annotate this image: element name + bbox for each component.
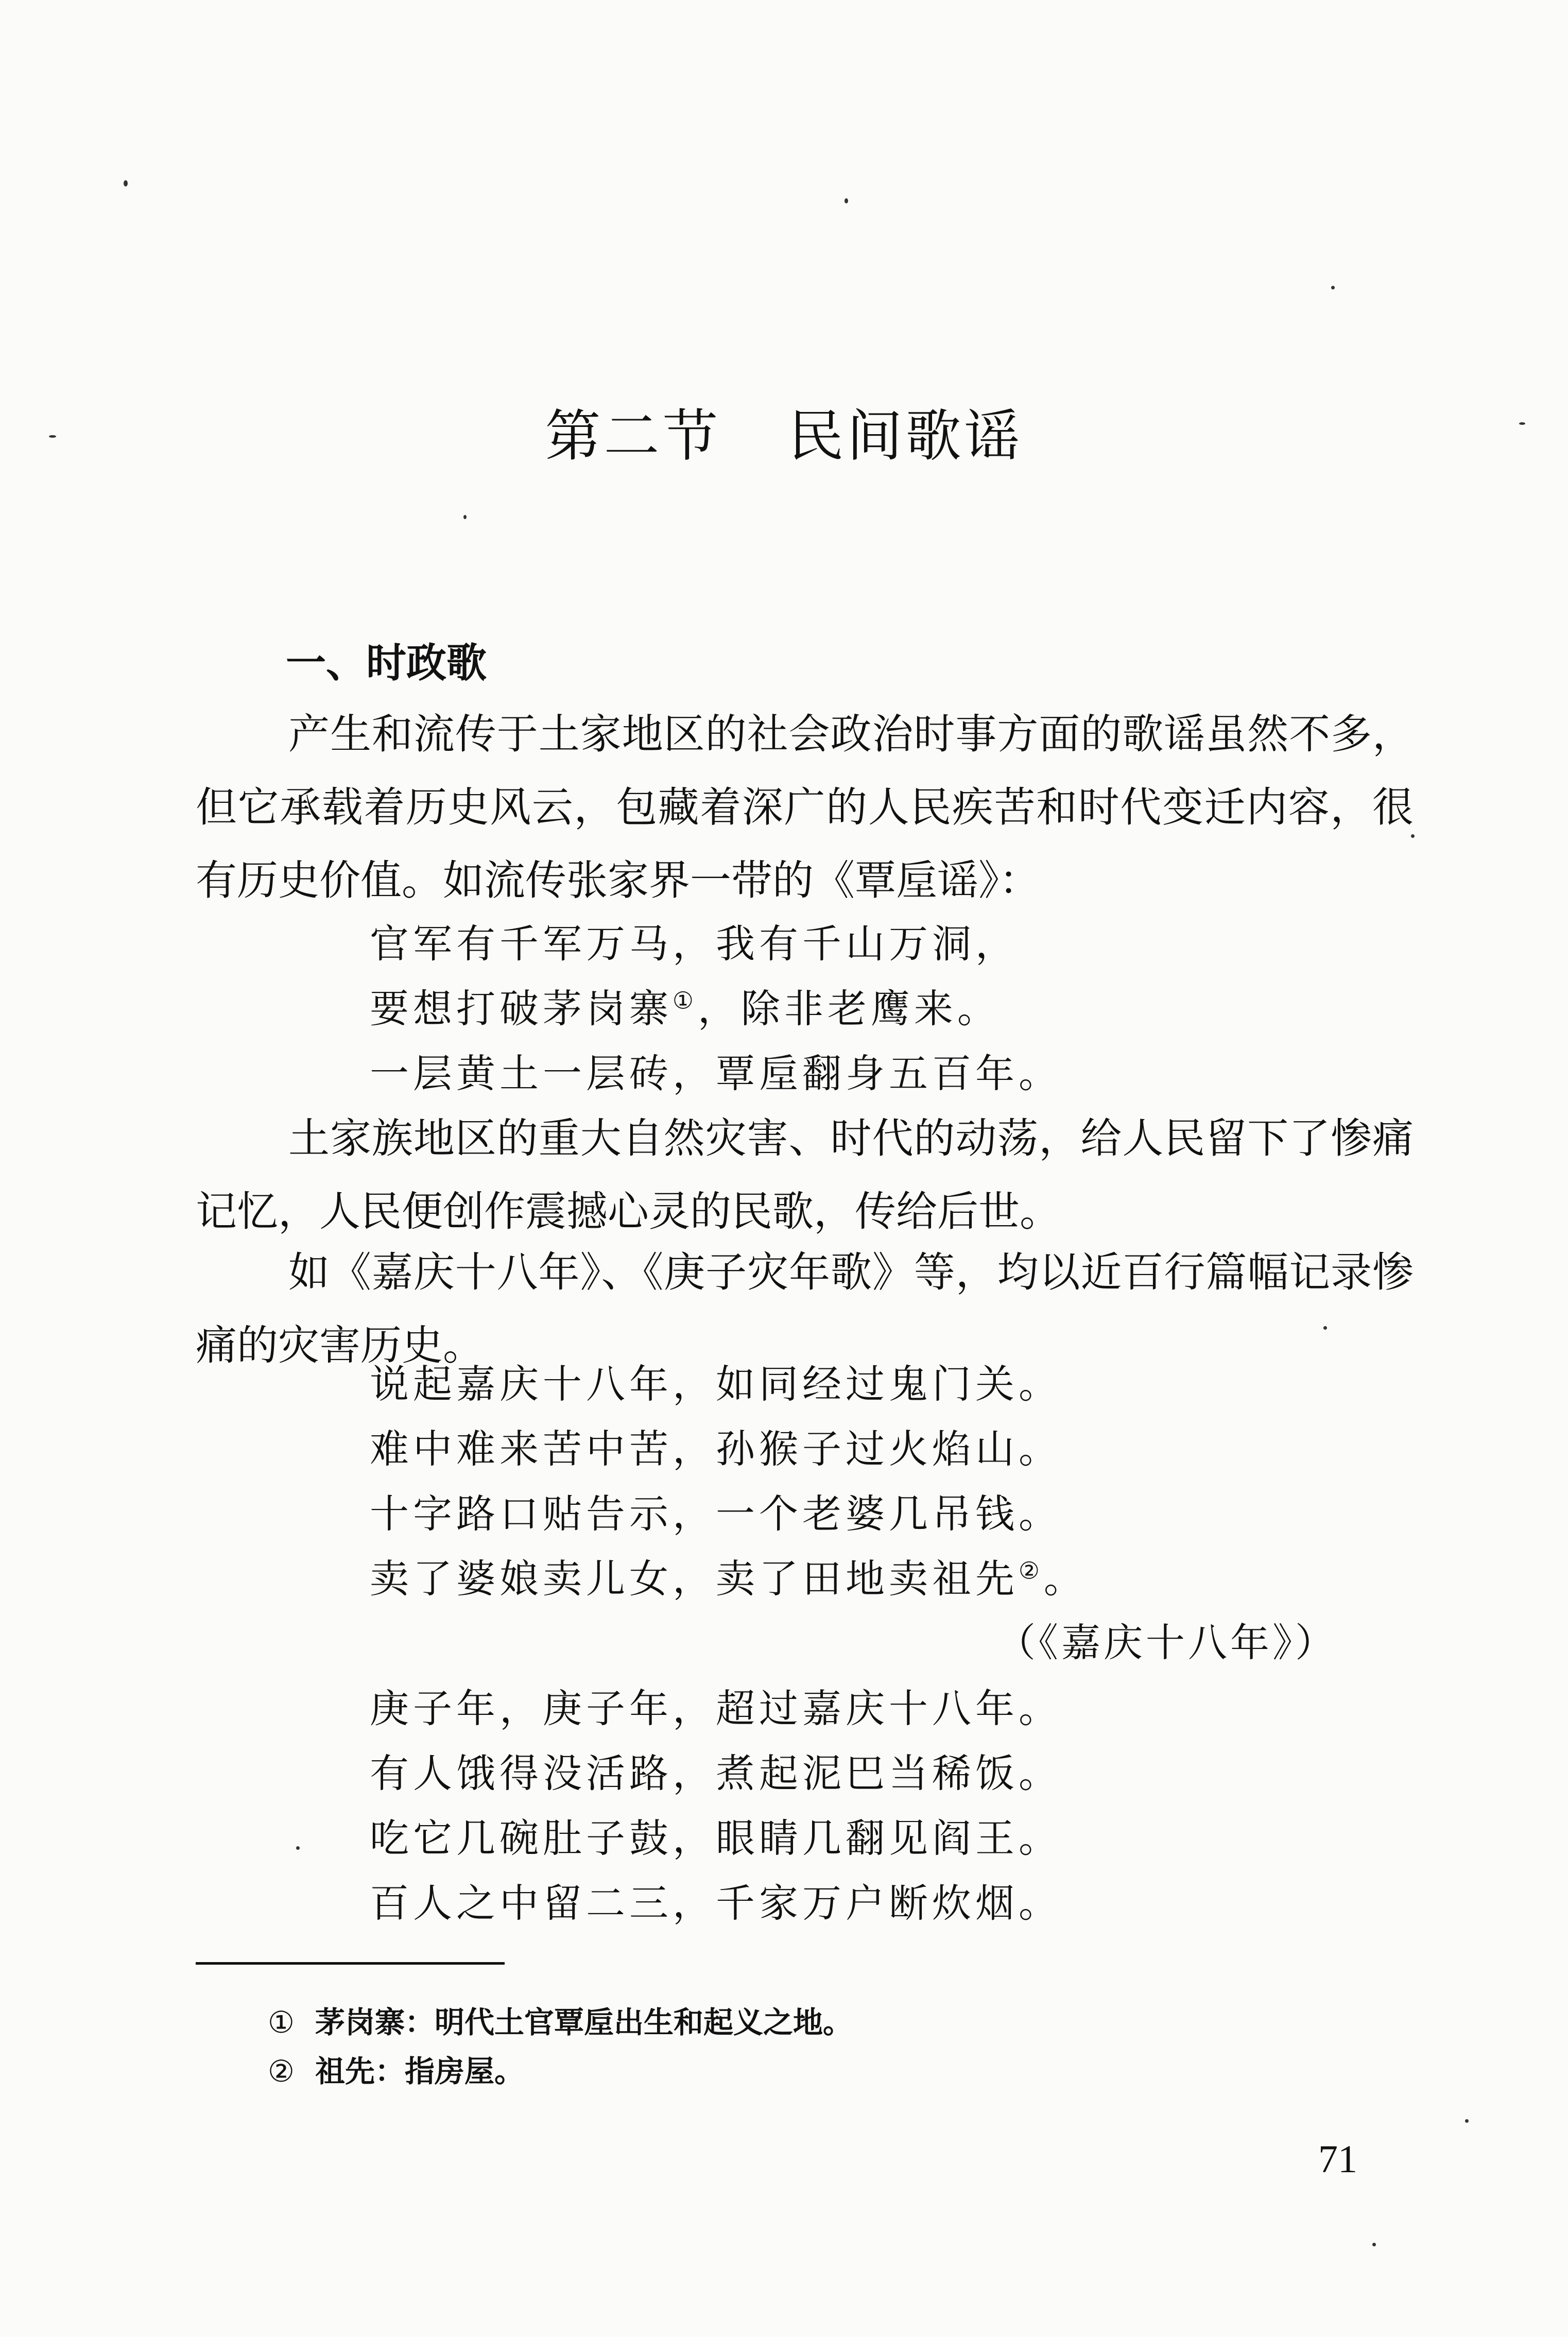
- scan-speck: [1331, 286, 1335, 289]
- scan-speck: [463, 515, 467, 519]
- poem-jiaqing-line-3: 十字路口贴告示，一个老婆几吊钱。: [370, 1491, 1062, 1537]
- scan-speck: [1323, 1326, 1327, 1330]
- footnote-ref-1: ①: [673, 987, 698, 1015]
- scan-speck: [296, 1846, 300, 1850]
- scan-speck: [1411, 834, 1415, 838]
- section-title: [0, 391, 1568, 471]
- poem-source-attribution: （《嘉庆十八年》）: [996, 1620, 1337, 1665]
- poem-jiaqing-line-1: 说起嘉庆十八年，如同经过鬼门关。: [370, 1361, 1062, 1407]
- paragraph-disasters: 土家族地区的重大自然灾害、时代的动荡，给人民留下了惨痛记忆，人民便创作震撼心灵的民歌，传给后世。: [196, 1114, 1414, 1235]
- poem-jiaqing-line-4: 卖了婆娘卖儿女，卖了田地卖祖先②。: [370, 1556, 1087, 1602]
- scan-speck: [1372, 2243, 1376, 2246]
- poem-qinhou-line-1: 官军有千军万马，我有千山万洞，: [370, 921, 1019, 967]
- poem-gengzi-line-1: 庚子年，庚子年，超过嘉庆十八年。: [370, 1686, 1062, 1731]
- poem-gengzi-line-4: 百人之中留二三，千家万户断炊烟。: [370, 1880, 1062, 1926]
- footnote-divider: [196, 1962, 505, 1965]
- paragraph-examples: 如《嘉庆十八年》、《庚子灾年歌》等，均以近百行篇幅记录惨痛的灾害历史。: [196, 1248, 1414, 1369]
- poem-qinhou-line-2: 要想打破茅岗寨①，除非老鹰来。: [370, 986, 1001, 1032]
- page-number: 71: [1318, 2138, 1357, 2181]
- footnote-2: ② 祖先：指房屋。: [268, 2054, 525, 2089]
- poem-jiaqing-line-2: 难中难来苦中苦，孙猴子过火焰山。: [370, 1426, 1062, 1472]
- scan-speck: [1465, 2119, 1469, 2123]
- scan-speck: [1519, 422, 1525, 425]
- section-number: 第二节: [545, 404, 721, 469]
- poem-gengzi-line-3: 吃它几碗肚子鼓，眼睛几翻见阎王。: [370, 1815, 1062, 1861]
- poem-gengzi-line-2: 有人饿得没活路，煮起泥巴当稀饭。: [370, 1750, 1062, 1796]
- scan-speck: [49, 435, 56, 438]
- footnote-1: ① 茅岗寨：明代土官覃垕出生和起义之地。: [268, 2005, 853, 2040]
- section-name: 民间歌谣: [788, 404, 1023, 469]
- subsection-heading: 一、时政歌: [286, 640, 487, 686]
- footnote-ref-2: ②: [1019, 1557, 1044, 1585]
- scan-speck: [124, 180, 128, 186]
- paragraph-intro: 产生和流传于土家地区的社会政治时事方面的歌谣虽然不多，但它承载着历史风云，包藏着深广的人民疾苦和时代变迁内容，很有历史价值。如流传张家界一带的《覃垕谣》：: [196, 710, 1414, 904]
- scan-speck: [845, 198, 848, 203]
- poem-qinhou-line-3: 一层黄土一层砖，覃垕翻身五百年。: [370, 1051, 1062, 1096]
